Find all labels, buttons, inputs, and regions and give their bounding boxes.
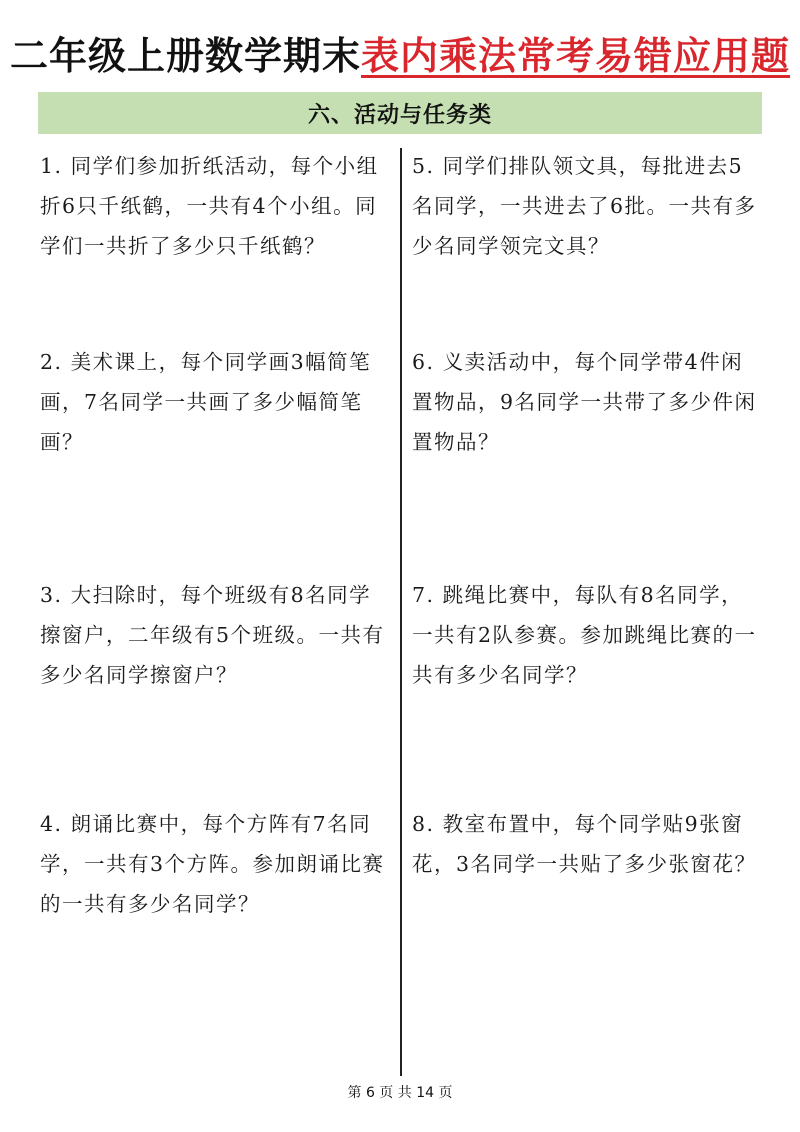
page-title-topic: 表内乘法常考易错应用题: [361, 34, 791, 78]
question-1: 1. 同学们参加折纸活动，每个小组折6只千纸鹤，一共有4个小组。同学们一共折了多少只千纸鹤？: [40, 154, 379, 258]
section-header-bar: [38, 92, 762, 134]
page-number-footer: 第 6 页 共 14 页: [347, 1085, 453, 1101]
page-title: [0, 28, 800, 84]
question-7: 7. 跳绳比赛中，每队有8名同学，一共有2队参赛。参加跳绳比赛的一共有多少名同学？: [412, 583, 757, 687]
question-3: 3. 大扫除时，每个班级有8名同学擦窗户，二年级有5个班级。一共有多少名同学擦窗户？: [40, 583, 385, 687]
question-8: 8. 教室布置中，每个同学贴9张窗花，3名同学一共贴了多少张窗花？: [412, 812, 757, 876]
question-6: 6. 义卖活动中，每个同学带4件闲置物品，9名同学一共带了多少件闲置物品？: [412, 350, 757, 454]
question-2: 2. 美术课上，每个同学画3幅简笔画，7名同学一共画了多少幅简笔画？: [40, 350, 372, 454]
section-heading: 六、活动与任务类: [307, 102, 492, 128]
question-5: 5. 同学们排队领文具，每批进去5名同学，一共进去了6批。一共有多少名同学领完文具？: [412, 154, 757, 258]
page-title-grade: 二年级上册数学期末: [9, 34, 361, 78]
column-divider: [400, 148, 402, 1076]
question-4: 4. 朗诵比赛中，每个方阵有7名同学，一共有3个方阵。参加朗诵比赛的一共有多少名同学？: [40, 812, 385, 916]
